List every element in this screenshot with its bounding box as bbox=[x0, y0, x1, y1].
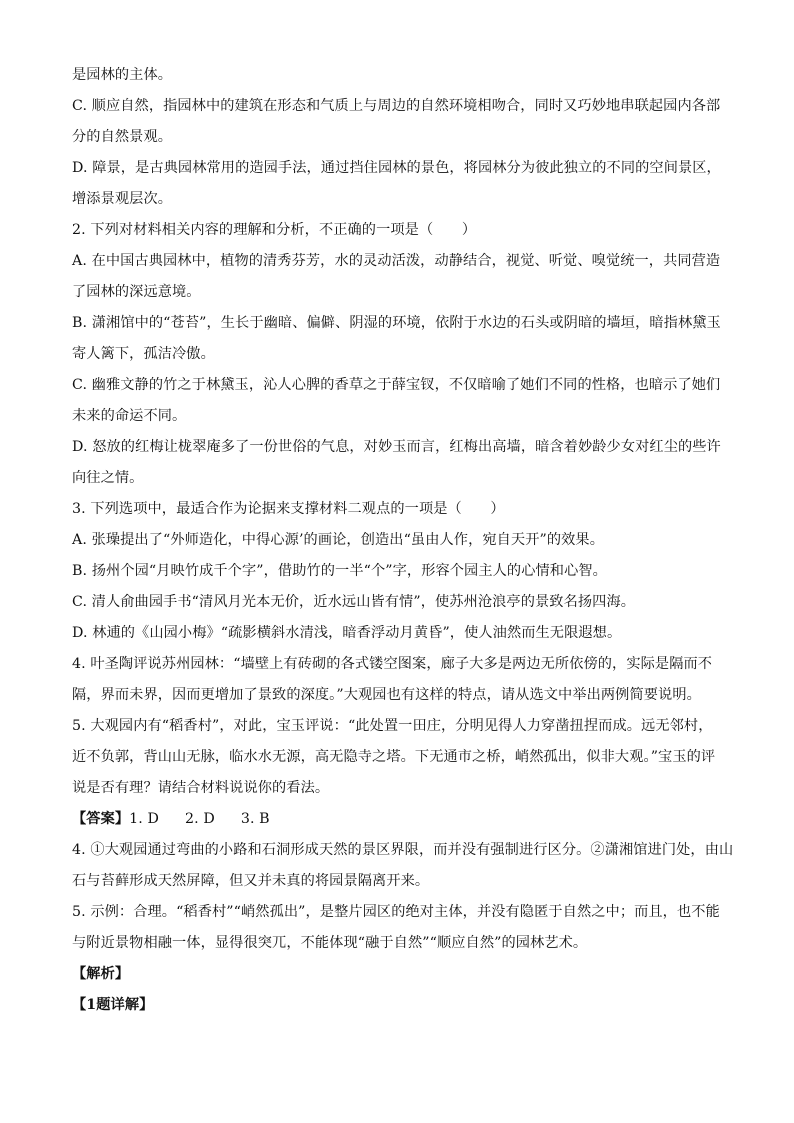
answer-text-line: 石与苔藓形成天然屏障，但又并未真的将园景隔离开来。 bbox=[72, 873, 430, 889]
question-4: 4. 叶圣陶评说苏州园林：“墙壁上有砖砌的各式镂空图案，廊子大多是两边无所依傍的，实际是隔而不 bbox=[72, 656, 713, 672]
text-line: C. 清人俞曲园手书“清风月光本无价，近水远山皆有情”，使苏州沧浪亭的景致名扬四海。 bbox=[72, 594, 636, 610]
text-line: 分的自然景观。 bbox=[72, 129, 173, 145]
text-line: 是园林的主体。 bbox=[72, 67, 173, 83]
answer-label: 【答案】 bbox=[72, 811, 130, 827]
text-line: 近不负郭，背山山无脉，临水水无源，高无隐寺之塔。下无通市之桥，峭然孤出，似非大观。”宝玉的评 bbox=[72, 749, 716, 765]
text-line: D. 怒放的红梅让栊翠庵多了一份世俗的气息，对妙玉而言，红梅出高墙，暗含着妙龄少女对红尘的些许 bbox=[72, 439, 721, 455]
answer-text-line: 与附近景物相融一体，显得很突兀，不能体现“融于自然”“顺应自然”的园林艺术。 bbox=[72, 935, 588, 951]
text-line: B. 扬州个园“月映竹成千个字”，借助竹的一半“个”字，形容个园主人的心情和心智。 bbox=[72, 563, 607, 579]
answer-item: 2. D bbox=[184, 811, 215, 827]
detail-label: 【1题详解】 bbox=[72, 997, 154, 1013]
text-line: 寄人篱下，孤洁冷傲。 bbox=[72, 346, 215, 362]
text-line: 了园林的深远意境。 bbox=[72, 284, 201, 300]
question-3: 3. 下列选项中，最适合作为论据来支撑材料二观点的一项是（ ） bbox=[72, 501, 505, 517]
answer-text-line: 5. 示例：合理。“稻香村”“峭然孤出”，是整片园区的绝对主体，并没有隐匿于自然之中；而且，也不能 bbox=[72, 904, 720, 920]
answer-item: 3. B bbox=[240, 811, 270, 827]
document-content bbox=[72, 60, 734, 1021]
text-line: 隔，界而未界，因而更增加了景致的深度。”大观园也有这样的特点，请从选文中举出两例简要说明。 bbox=[72, 687, 701, 703]
answer-line bbox=[72, 804, 722, 835]
question-5: 5. 大观园内有“稻香村”，对此，宝玉评说：“此处置一田庄，分明见得人力穿凿扭捏而成。远无邻村， bbox=[72, 718, 713, 734]
question-2: 2. 下列对材料相关内容的理解和分析，不正确的一项是（ ） bbox=[72, 222, 477, 238]
text-line: A. 张璪提出了“外师造化，中得心源’的画论，创造出“虽由人作，宛自天开”的效果。 bbox=[72, 532, 605, 548]
text-line: B. 潇湘馆中的“苍苔”，生长于幽暗、偏僻、阴湿的环境，依附于水边的石头或阴暗的墙垣，暗指林黛玉 bbox=[72, 315, 721, 331]
text-line: 未来的命运不同。 bbox=[72, 408, 187, 424]
text-line: D. 林逋的《山园小梅》“疏影横斜水清浅，暗香浮动月黄昏”，使人油然而生无限遐想。 bbox=[72, 625, 622, 641]
answer-text-line: 4. ①大观园通过弯曲的小路和石洞形成天然的景区界限，而并没有强制进行区分。②潇湘馆进门处，由山 bbox=[72, 842, 734, 858]
text-line: 说是否有理？请结合材料说说你的看法。 bbox=[72, 780, 330, 796]
text-line: 增添景观层次。 bbox=[72, 191, 173, 207]
text-line: C. 顺应自然，指园林中的建筑在形态和气质上与周边的自然环境相吻合，同时又巧妙地串联起园内各部 bbox=[72, 98, 721, 114]
text-line: C. 幽雅文静的竹之于林黛玉，沁人心脾的香草之于薛宝钗，不仅暗喻了她们不同的性格，也暗示了她们 bbox=[72, 377, 721, 393]
answer-item: 1. D bbox=[129, 811, 159, 827]
analysis-label: 【解析】 bbox=[72, 966, 130, 982]
text-line: A. 在中国古典园林中，植物的清秀芬芳，水的灵动活泼，动静结合，视觉、听觉、嗅觉统一，共同营造 bbox=[72, 253, 721, 269]
text-line: D. 障景，是古典园林常用的造园手法，通过挡住园林的景色，将园林分为彼此独立的不同的空间景区， bbox=[72, 160, 721, 176]
text-line: 向往之情。 bbox=[72, 470, 144, 486]
